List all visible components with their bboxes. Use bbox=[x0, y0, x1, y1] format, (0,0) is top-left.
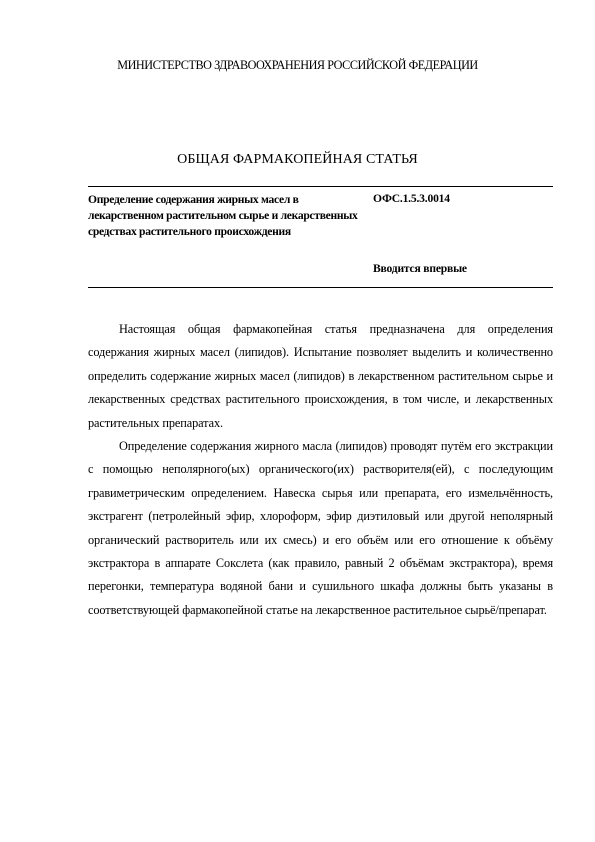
bottom-divider bbox=[88, 287, 553, 288]
article-code: ОФС.1.5.3.0014 bbox=[373, 192, 450, 205]
body-paragraph-2: Определение содержания жирного масла (липидов) проводят путём его экстракции с помощью неполярного(ых) органического(их) растворителя(ей), с последующим гравиметрическим определением. Навеска сырья или препарата, его измельчённость, экстрагент (петролейный эфир, хлороформ, эфир диэтиловый или другой неполярный органический растворитель или их смесь) и его объём или его отношение к объёму экстрактора в аппарате Сокслета (как правило, равный 2 объёмам экстрактора), время перегонки, температура водяной бани и сушильного шкафа должны быть указаны в соответствующей фармакопейной статье на лекарственное растительное сырьё/препарат. bbox=[88, 439, 553, 617]
document-title: ОБЩАЯ ФАРМАКОПЕЙНАЯ СТАТЬЯ bbox=[177, 152, 418, 167]
article-status: Вводится впервые bbox=[373, 262, 467, 275]
body-paragraph-1: Настоящая общая фармакопейная статья предназначена для определения содержания жирных масел (липидов). Испытание позволяет выделить и количественно определить содержание жирных масел (липидов) в лекарственном растительном сырье и лекарственных средствах растительного происхождения, в том числе, и лекарственных растительных препаратах. bbox=[88, 322, 553, 430]
body-text bbox=[88, 318, 553, 622]
ministry-heading: МИНИСТЕРСТВО ЗДРАВООХРАНЕНИЯ РОССИЙСКОЙ ФЕДЕРАЦИИ bbox=[117, 58, 478, 72]
top-divider bbox=[88, 186, 553, 187]
article-subject: Определение содержания жирных масел в лекарственном растительном сырье и лекарственных средствах растительного происхождения bbox=[88, 193, 358, 238]
